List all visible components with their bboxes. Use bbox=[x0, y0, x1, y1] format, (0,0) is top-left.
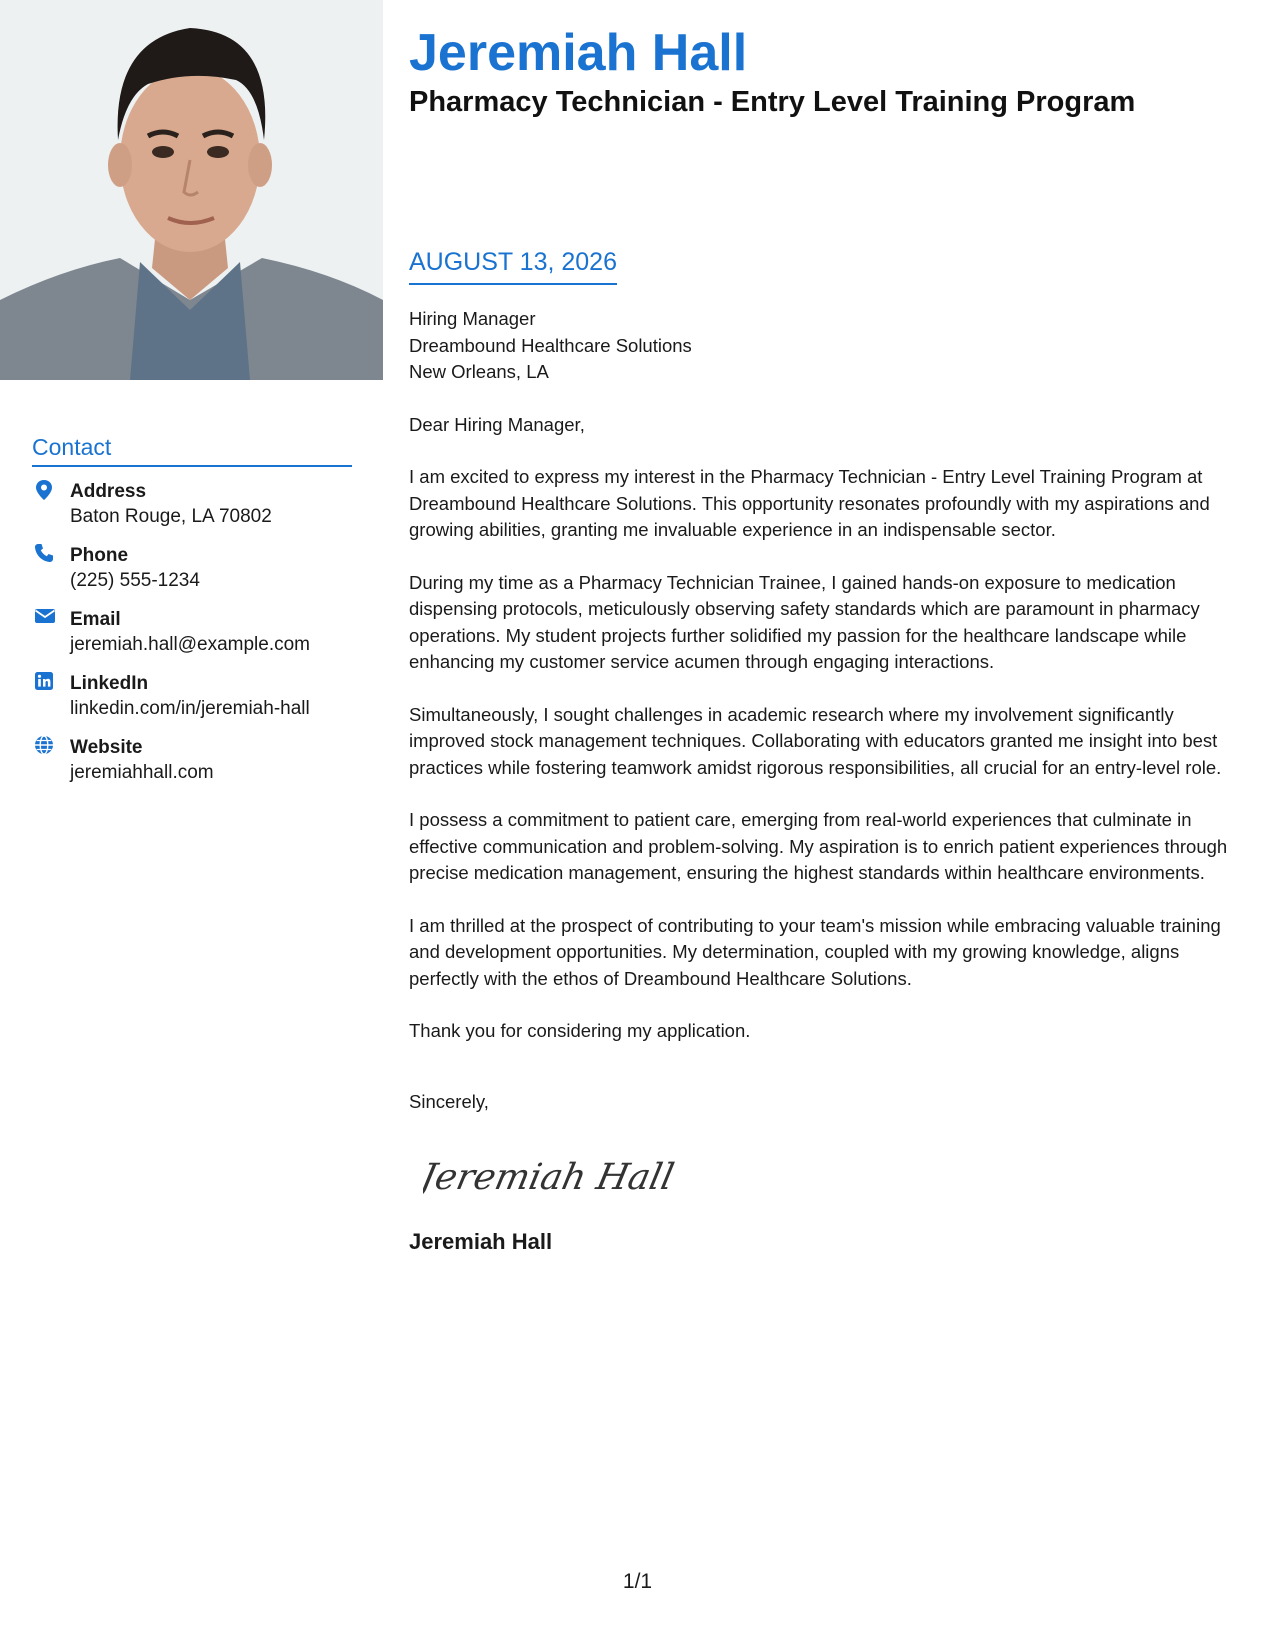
profile-photo bbox=[0, 0, 383, 380]
letter-body bbox=[409, 306, 1254, 1256]
header bbox=[409, 22, 1249, 120]
contact-phone bbox=[32, 543, 352, 593]
contact-value[interactable]: (225) 555-1234 bbox=[70, 570, 200, 591]
applicant-name: Jeremiah Hall bbox=[409, 24, 748, 82]
linkedin-icon bbox=[34, 671, 56, 693]
body-paragraph: I am excited to express my interest in the Pharmacy Technician - Entry Level Training Program at Dreambound Healthcare Solutions. This opportunity resonates profoundly with my aspirations and growing abilities, granting me invaluable experience in an indispensable sector. bbox=[409, 466, 1210, 540]
recipient-line: Hiring Manager bbox=[409, 308, 536, 329]
contact-value[interactable]: linkedin.com/in/jeremiah-hall bbox=[70, 698, 310, 719]
body-paragraph: I possess a commitment to patient care, emerging from real-world experiences that culminate in effective communication and problem-solving. My aspiration is to enrich patient experiences through precise medication management, ensuring the highest standards within healthcare environments. bbox=[409, 809, 1228, 883]
location-pin-icon bbox=[34, 479, 56, 501]
contact-label: Phone bbox=[70, 545, 129, 566]
phone-icon bbox=[34, 543, 56, 565]
contact-sidebar bbox=[32, 434, 352, 799]
handwritten-signature bbox=[423, 1141, 1254, 1221]
contact-heading: Contact bbox=[32, 434, 352, 467]
contact-website bbox=[32, 735, 352, 785]
contact-address bbox=[32, 479, 352, 529]
recipient-block bbox=[409, 306, 1254, 386]
body-paragraph: I am thrilled at the prospect of contributing to your team's mission while embracing valuable training and development opportunities. My determination, coupled with my growing knowledge, aligns perfectly with the ethos of Dreambound Healthcare Solutions. bbox=[409, 914, 1221, 989]
body-paragraph: Simultaneously, I sought challenges in academic research where my involvement significantly improved stock management techniques. Collaborating with educators granted me insight into best practices while fostering teamwork amidst rigorous responsibilities, all crucial for an entry-level role. bbox=[409, 703, 1222, 778]
contact-linkedin bbox=[32, 671, 352, 721]
contact-value: Baton Rouge, LA 70802 bbox=[70, 506, 272, 527]
page-number: 1/1 bbox=[622, 1570, 653, 1593]
letter-date: AUGUST 13, 2026 bbox=[409, 248, 617, 285]
contact-email bbox=[32, 607, 352, 657]
recipient-line: Dreambound Healthcare Solutions bbox=[409, 334, 692, 356]
contact-label: Website bbox=[70, 737, 143, 758]
contact-label: Email bbox=[70, 609, 121, 630]
globe-icon bbox=[34, 735, 56, 757]
contact-value[interactable]: jeremiah.hall@example.com bbox=[70, 634, 310, 655]
body-paragraph: Thank you for considering my application. bbox=[409, 1020, 751, 1041]
recipient-line: New Orleans, LA bbox=[409, 361, 549, 382]
contact-label: LinkedIn bbox=[70, 673, 149, 694]
contact-label: Address bbox=[70, 481, 147, 502]
contact-value[interactable]: jeremiahhall.com bbox=[70, 762, 214, 783]
job-title: Pharmacy Technician - Entry Level Training Program bbox=[409, 86, 1136, 118]
signed-name: Jeremiah Hall bbox=[409, 1229, 553, 1254]
body-paragraph: During my time as a Pharmacy Technician Trainee, I gained hands-on exposure to medication dispensing protocols, meticulously observing safety standards which are paramount in pharmacy operations. My student projects further solidified my passion for the healthcare landscape while enhancing my customer service acumen through engaging interactions. bbox=[409, 571, 1200, 672]
envelope-icon bbox=[34, 607, 56, 629]
salutation: Dear Hiring Manager, bbox=[409, 413, 585, 435]
svg-text:Jeremiah Hall: Jeremiah Hall bbox=[423, 1155, 678, 1198]
closing: Sincerely, bbox=[409, 1090, 489, 1112]
